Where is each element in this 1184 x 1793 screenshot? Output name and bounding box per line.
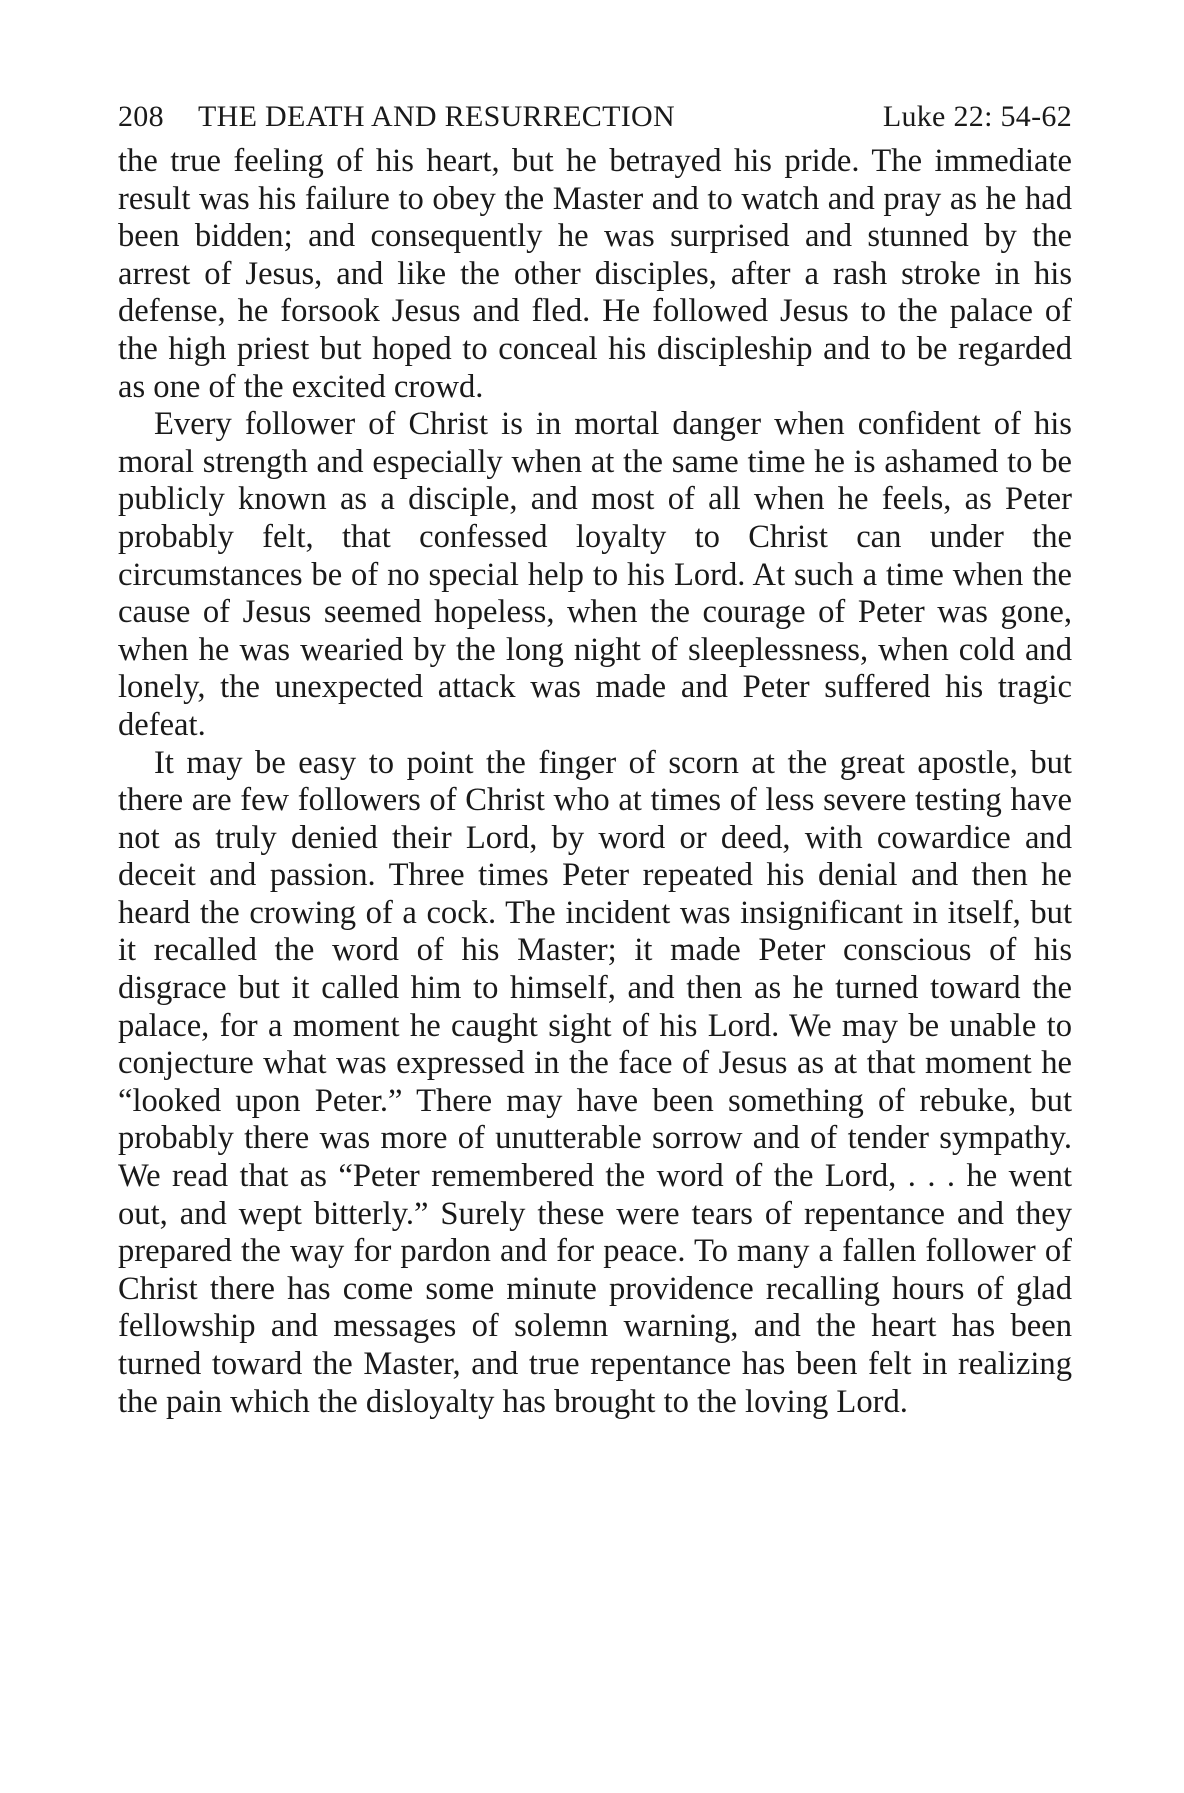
book-page xyxy=(118,95,1072,1421)
paragraph-point-the-finger: It may be easy to point the finger of scorn at the great apostle, but there are few followers of Christ who at times of less severe testing have not as truly denied their Lord, by word or deed, with cowardice and deceit and passion. Three times Peter repeated his denial and then he heard the crowing of a cock. The incident was insignificant in itself, but it recalled the word of his Master; it made Peter conscious of his disgrace but it called him to himself, and then as he turned toward the palace, for a moment he caught sight of his Lord. We may be unable to conjecture what was expressed in the face of Jesus as at that moment he “looked upon Peter.” There may have been something of rebuke, but probably there was more of unutterable sorrow and of tender sympathy. We read that as “Peter remembered the word of the Lord, . . . he went out, and wept bitterly.” Surely these were tears of repentance and they prepared the way for pardon and for peace. To many a fallen follower of Christ there has come some minute providence recalling hours of glad fellowship and messages of solemn warning, and the heart has been turned toward the Master, and true repentance has been felt in realizing the pain which the disloyalty has brought to the loving Lord. xyxy=(118,744,1072,1420)
paragraph-continuation: the true feeling of his heart, but he betrayed his pride. The immediate result was his failure to obey the Master and to watch and pray as he had been bidden; and consequently he was surprised and stunned by the arrest of Jesus, and like the other disciples, after a rash stroke in his defense, he forsook Jesus and fled. He followed Jesus to the palace of the high priest but hoped to conceal his discipleship and to be regarded as one of the excited crowd. xyxy=(118,143,1072,405)
scripture-reference: Luke 22: 54-62 xyxy=(882,100,1072,133)
running-head xyxy=(118,95,1072,139)
body-text xyxy=(118,143,1072,1421)
paragraph-mortal-danger: Every follower of Christ is in mortal danger when confident of his moral strength and especially when at the same time he is ashamed to be publicly known as a disciple, and most of all when he feels, as Peter probably felt, that confessed loyalty to Christ can under the circumstances be of no special help to his Lord. At such a time when the cause of Jesus seemed hopeless, when the courage of Peter was gone, when he was wearied by the long night of sleeplessness, when cold and lonely, the unexpected attack was made and Peter suffered his tragic defeat. xyxy=(118,406,1072,743)
book-title: THE DEATH AND RESURRECTION xyxy=(198,100,675,133)
page-number: 208 xyxy=(118,100,164,133)
